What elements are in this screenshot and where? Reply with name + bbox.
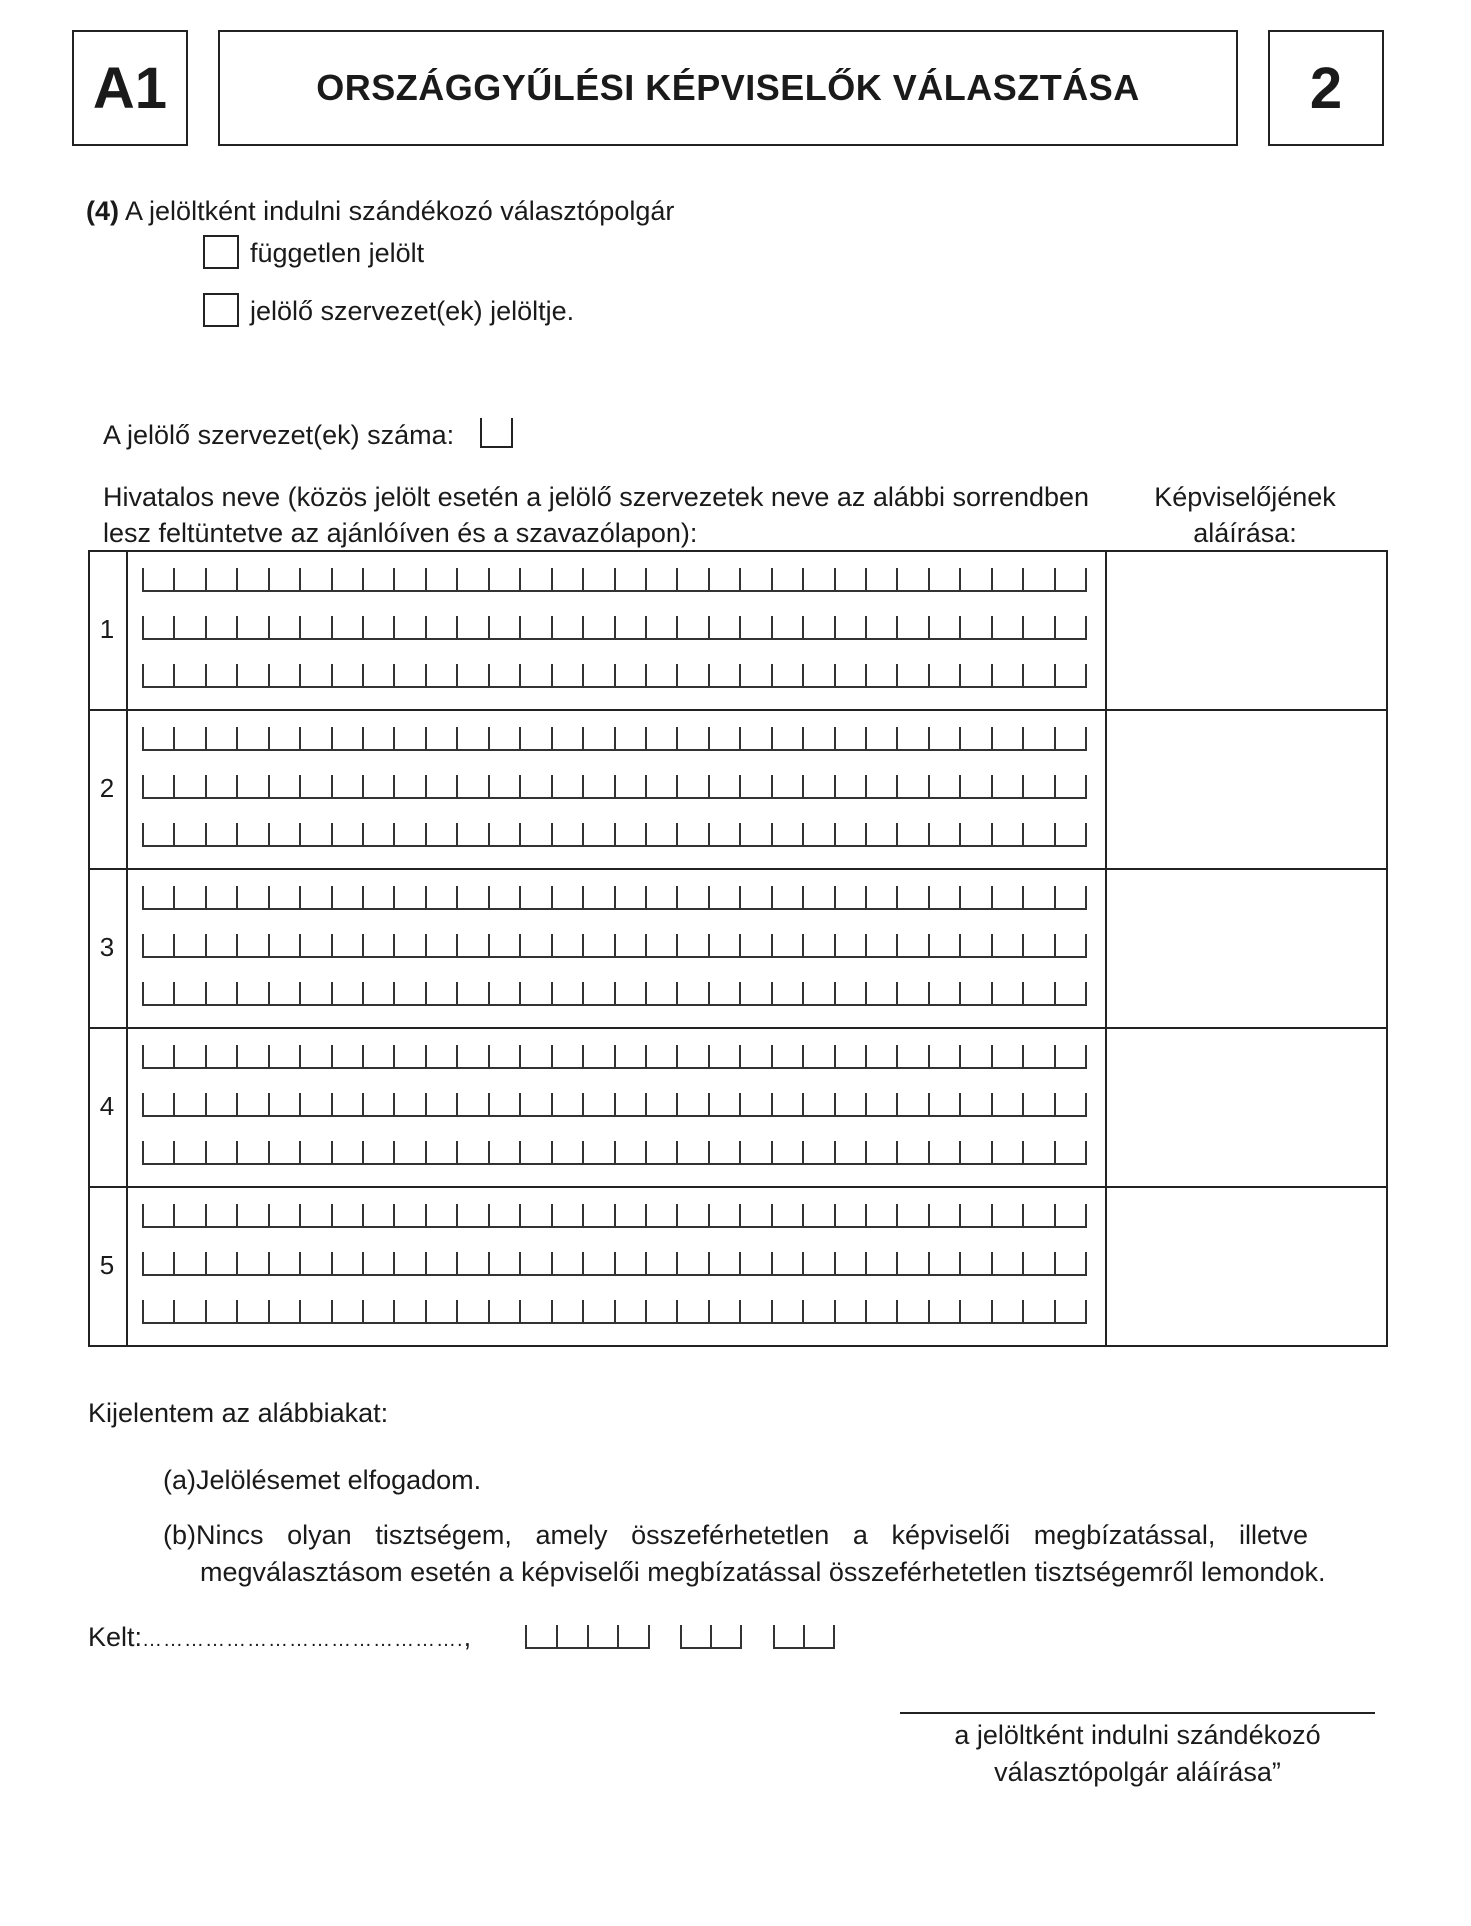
letter-comb-line[interactable]: [142, 1045, 1087, 1069]
letter-comb-line[interactable]: [142, 934, 1087, 958]
organization-name-field[interactable]: [142, 727, 1087, 847]
row-number: 5: [99, 1249, 115, 1280]
dated-field: [88, 1622, 471, 1653]
organization-candidate-label: jelölő szervezet(ek) jelöltje.: [250, 296, 575, 326]
letter-comb-line[interactable]: [142, 775, 1087, 799]
row-number: 1: [99, 613, 115, 644]
letter-comb-line[interactable]: [142, 1141, 1087, 1165]
row-number: 2: [99, 772, 115, 803]
dated-comma: ,: [463, 1622, 472, 1652]
date-year-field[interactable]: [525, 1625, 650, 1649]
table-border-bottom: [88, 1345, 1386, 1347]
letter-comb-line[interactable]: [142, 616, 1087, 640]
letter-comb-line[interactable]: [142, 1204, 1087, 1228]
item-a-marker: (a): [163, 1465, 196, 1495]
declaration-item-b: [163, 1520, 1308, 1551]
letter-comb-line[interactable]: [142, 664, 1087, 688]
item-a-text: Jelölésemet elfogadom.: [196, 1465, 482, 1495]
independent-candidate-checkbox[interactable]: [203, 235, 239, 269]
name-header-line1: Hivatalos neve (közös jelölt esetén a jelölő szervezetek neve az alábbi sorrendben: [103, 482, 1090, 512]
letter-comb-line[interactable]: [142, 1252, 1087, 1276]
letter-comb-line[interactable]: [142, 1093, 1087, 1117]
signature-header-line2: aláírása:: [1193, 518, 1297, 548]
form-title: ORSZÁGGYŰLÉSI KÉPVISELŐK VÁLASZTÁSA: [316, 67, 1140, 108]
section-4-intro: [86, 196, 674, 227]
date-day-field[interactable]: [773, 1625, 835, 1649]
letter-comb-line[interactable]: [142, 886, 1087, 910]
letter-comb-line[interactable]: [142, 727, 1087, 751]
item-b-line2: megválasztásom esetén a képviselői megbízatással összeférhetetlen tisztségemről lemondok.: [200, 1557, 1326, 1587]
declaration-intro: Kijelentem az alábbiakat:: [88, 1398, 389, 1428]
representative-signature-cell[interactable]: [1107, 870, 1386, 1027]
page-number-box: [1268, 30, 1384, 146]
org-count-label: A jelölő szervezet(ek) száma:: [103, 420, 455, 450]
signature-header-line1: Képviselőjének: [1154, 482, 1336, 512]
representative-signature-cell[interactable]: [1107, 552, 1386, 709]
representative-signature-cell[interactable]: [1107, 1188, 1386, 1345]
name-header-line2: lesz feltüntetve az ajánlóíven és a szavazólapon):: [103, 518, 698, 548]
declaration-item-a: [163, 1465, 481, 1496]
organization-name-field[interactable]: [142, 568, 1087, 688]
row-number: 4: [99, 1090, 115, 1121]
representative-signature-cell[interactable]: [1107, 711, 1386, 868]
signature-caption-line2: választópolgár aláírása”: [994, 1757, 1281, 1787]
table-border-right: [1386, 550, 1388, 1347]
representative-signature-cell[interactable]: [1107, 1029, 1386, 1186]
letter-comb-line[interactable]: [142, 823, 1087, 847]
independent-candidate-label: független jelölt: [250, 238, 425, 268]
form-code: A1: [92, 55, 168, 121]
form-code-box: [72, 30, 188, 146]
organization-candidate-checkbox[interactable]: [203, 293, 239, 327]
date-month-field[interactable]: [680, 1625, 742, 1649]
form-title-box: [218, 30, 1238, 146]
item-b-marker: (b): [163, 1520, 196, 1550]
dated-label: Kelt:: [88, 1622, 143, 1652]
table-num-column-divider: [126, 550, 128, 1345]
section-4-intro-text: A jelöltként indulni szándékozó választópolgár: [125, 196, 675, 226]
letter-comb-line[interactable]: [142, 982, 1087, 1006]
section-4-number: (4): [86, 196, 119, 226]
signature-caption-line1: a jelöltként indulni szándékozó: [954, 1720, 1321, 1750]
org-count-field[interactable]: [480, 418, 513, 448]
item-b-line1: Nincs olyan tisztségem, amely összeférhetetlen a képviselői megbízatással, illetve: [196, 1520, 1308, 1550]
organization-name-field[interactable]: [142, 886, 1087, 1006]
letter-comb-line[interactable]: [142, 1300, 1087, 1324]
signature-line[interactable]: [900, 1712, 1375, 1714]
row-number: 3: [99, 931, 115, 962]
organization-name-field[interactable]: [142, 1204, 1087, 1324]
page-number: 2: [1309, 55, 1343, 121]
letter-comb-line[interactable]: [142, 568, 1087, 592]
place-dots[interactable]: ……………………………………….: [142, 1629, 464, 1651]
organization-name-field[interactable]: [142, 1045, 1087, 1165]
